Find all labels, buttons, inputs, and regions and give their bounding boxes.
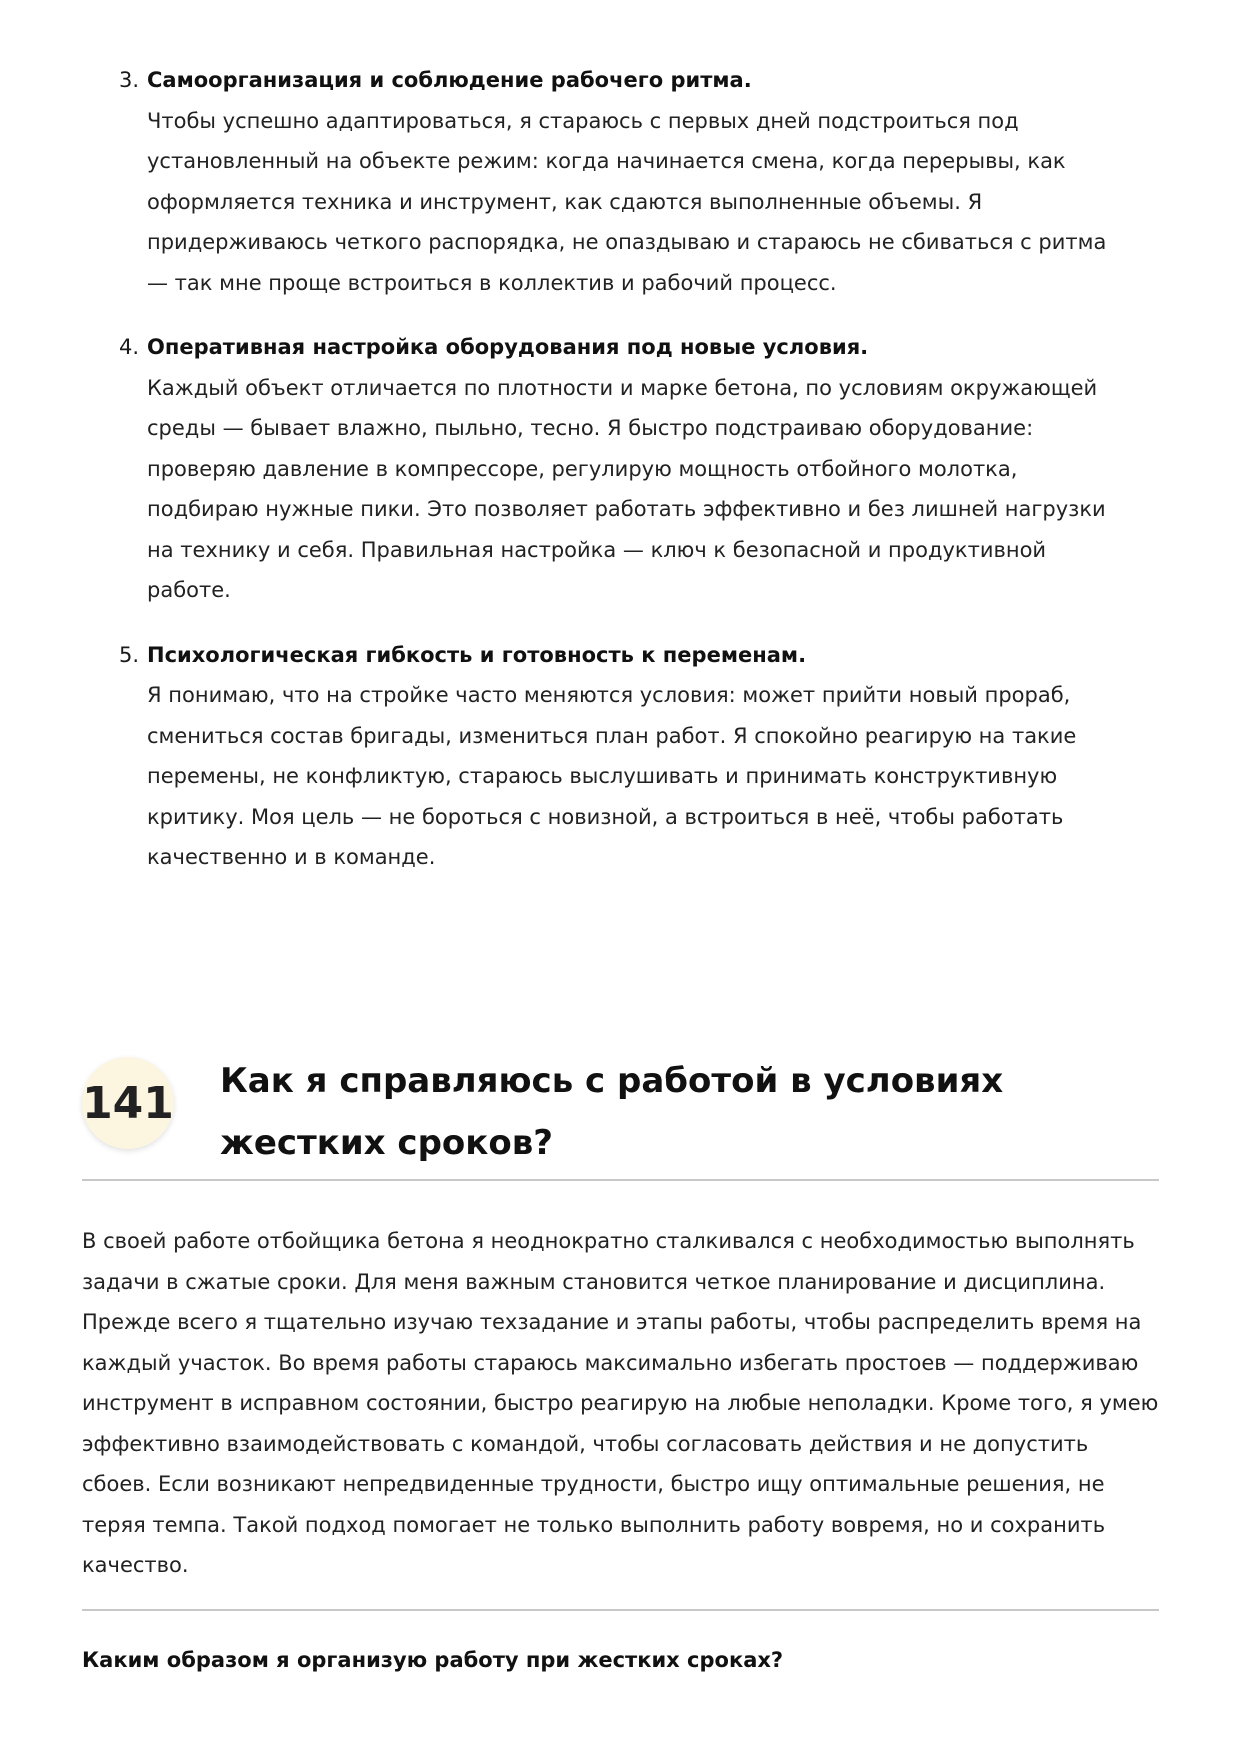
- list-item-text: Каждый объект отличается по плотности и марке бетона, по условиям окружающей среды — бывает влажно, пыльно, тесно. Я быстро подстраиваю оборудование: проверяю давление в компрессоре, регулирую мощность отбойного молотка, подбираю нужные пики. Это позволяет работать эффективно и без лишней нагрузки на технику и себя. Правильная настройка — ключ к безопасной и продуктивной работе.: [147, 375, 1106, 602]
- list-item-number: 5.: [119, 642, 140, 667]
- list-item-text: Я понимаю, что на стройке часто меняются условия: может прийти новый прораб, смениться состав бригады, измениться план работ. Я спокойно реагирую на такие перемены, не конфликтую, стараюсь выслушивать и принимать конструктивную критику. Моя цель — не бороться с новизной, а встроиться в неё, чтобы работать качественно и в команде.: [147, 683, 1077, 869]
- list-item-number: 4.: [119, 335, 140, 359]
- divider: [82, 1609, 1159, 1611]
- answer-paragraph: В своей работе отбойщика бетона я неоднократно сталкивался с необходимостью выполнять задачи в сжатые сроки. Для меня важным становится четкое планирование и дисциплина. Прежде всего я тщательно изучаю техзадание и этапы работы, чтобы распределить время на каждый участок. Во время работы стараюсь максимально избегать простоев — поддерживаю инструмент в исправном состоянии, быстро реагирую на любые неполадки. Кроме того, я умею эффективно взаимодействовать с командой, чтобы согласовать действия и не допустить сбоев. Если возникают непредвиденные трудности, быстро ищу оптимальные решения, не теряя темпа. Такой подход помогает не только выполнить работу вовремя, но и сохранить качество.: [82, 1229, 1159, 1577]
- list-item-number: 3.: [119, 68, 140, 92]
- followup-question: Каким образом я организую работу при жестких сроках?: [82, 1648, 784, 1672]
- list-item-title: Оперативная настройка оборудования под новые условия.: [147, 335, 869, 359]
- divider: [82, 1179, 1159, 1181]
- question-number-badge: 141: [82, 1057, 174, 1149]
- numbered-list: [113, 60, 1153, 902]
- list-item: [113, 60, 1153, 303]
- list-item-title: Самоорганизация и соблюдение рабочего ритма.: [147, 68, 752, 92]
- section-header: [82, 1050, 1159, 1180]
- list-item-title: Психологическая гибкость и готовность к переменам.: [147, 642, 807, 667]
- list-item: [113, 635, 1153, 878]
- list-item-text: Чтобы успешно адаптироваться, я стараюсь с первых дней подстроиться под установленный на объекте режим: когда начинается смена, когда перерывы, как оформляется техника и инструмент, как сдаются выполненные объемы. Я придерживаюсь четкого распорядка, не опаздываю и стараюсь не сбиваться с ритма — так мне проще встроиться в коллектив и рабочий процесс.: [147, 108, 1107, 295]
- list-item: [113, 327, 1153, 611]
- section-title: Как я справляюсь с работой в условиях жестких сроков?: [220, 1061, 1004, 1163]
